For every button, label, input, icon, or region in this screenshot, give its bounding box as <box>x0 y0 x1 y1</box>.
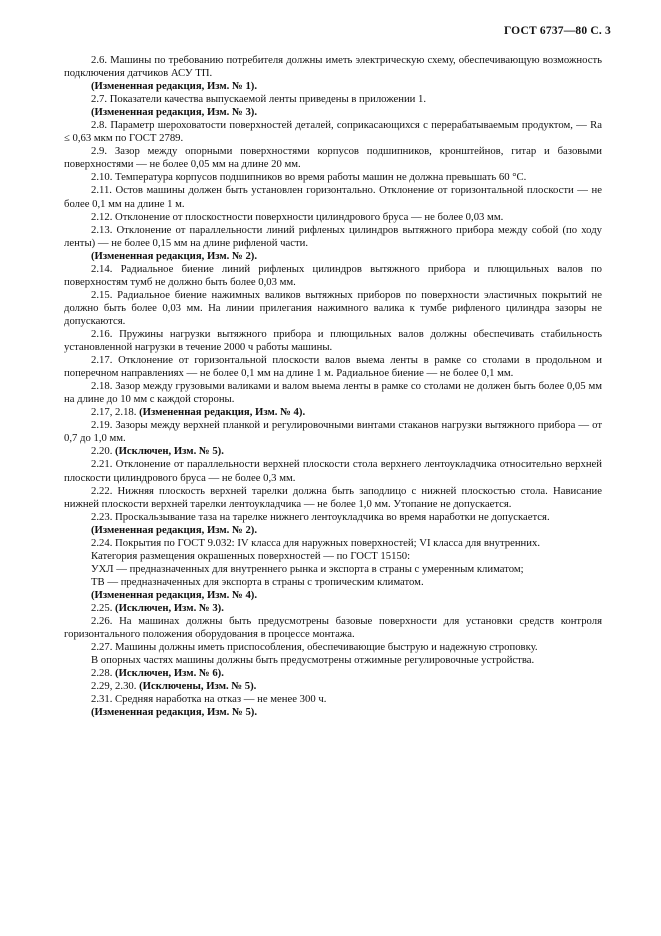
clause-number: 2.27. <box>91 641 113 654</box>
paragraph <box>64 54 602 80</box>
clause-text: Средняя наработка на отказ — не менее 300 ч. <box>115 693 327 706</box>
clause-text: Зазор между опорными поверхностями корпусов подшипников, кронштейнов, гитар и базовыми поверхностями — не более 0,05 мм на длине 20 мм. <box>64 145 603 171</box>
paragraph <box>64 458 602 484</box>
clause-text: На машинах должны быть предусмотрены базовые поверхности для установки средств контроля горизонтального положения оборудования в процессе монтажа. <box>64 615 603 641</box>
amendment-note: (Измененная редакция, Изм. № 3). <box>91 106 258 119</box>
clause-number: 2.17. <box>91 354 113 367</box>
paragraph <box>64 224 602 250</box>
paragraph <box>64 706 602 719</box>
clause-number: 2.14. <box>91 262 113 275</box>
paragraph <box>64 680 602 693</box>
clause-text: Отклонение от горизонтальной плоскости валов выема ленты в рамке со столами в продольном и поперечном направлениях — не более 0,1 мм на длине 1 м. Радиальное биение — не более 0,1 мм. <box>64 354 603 380</box>
paragraph <box>64 406 602 419</box>
clause-number: 2.12. <box>91 210 113 223</box>
paragraph <box>64 250 602 263</box>
clause-number: 2.21. <box>91 458 113 471</box>
clause-number: 2.24. <box>91 536 113 549</box>
clause-text: Нижняя плоскость верхней тарелки должна быть заподлицо с нижней плоскостью стола. Нависание нижней плоскости верхней тарелки лентоукладчика — не более 1,0 мм. Утопание не допускается. <box>64 484 603 510</box>
paragraph <box>64 602 602 615</box>
clause-text: Категория размещения окрашенных поверхностей — по ГОСТ 15150: <box>91 549 411 562</box>
clause-text: Показатели качества выпускаемой ленты приведены в приложении 1. <box>109 93 427 106</box>
clause-text: Отклонение от параллельности линий рифленых цилиндров вытяжного прибора между собой (по ходу ленты) — не более 0,15 мм на длине рифленой части. <box>64 223 602 249</box>
clause-text: Машины по требованию потребителя должны иметь электрическую схему, обеспечивающую возможность подключения датчиков АСУ ТП. <box>64 54 603 80</box>
clause-text: Остов машины должен быть установлен горизонтально. Отклонение от горизонтальной плоскости — не более 0,1 мм на длине 1 м. <box>64 184 602 210</box>
clause-number: 2.11. <box>91 184 112 197</box>
amendment-note: (Исключен, Изм. № 5). <box>115 445 224 458</box>
paragraph <box>64 211 602 224</box>
clause-number: 2.28. <box>91 667 113 680</box>
clause-text: Покрытия по ГОСТ 9.032: IV класса для наружных поверхностей; VI класса для внутренних. <box>115 536 541 549</box>
paragraph <box>64 537 602 550</box>
amendment-note: (Измененная редакция, Изм. № 1). <box>91 80 258 93</box>
clause-number: 2.8. <box>91 119 108 132</box>
paragraph <box>64 263 602 289</box>
paragraph <box>64 615 602 641</box>
clause-number: 2.23. <box>91 510 113 523</box>
clause-text: Отклонение от плоскостности поверхности цилиндрового бруса — не более 0,03 мм. <box>115 210 504 223</box>
paragraph <box>64 93 602 106</box>
amendment-note: (Измененная редакция, Изм. № 4). <box>91 588 258 601</box>
page-header: ГОСТ 6737—80 С. 3 <box>503 25 611 37</box>
clause-number: 2.15. <box>91 288 113 301</box>
paragraph <box>64 184 602 210</box>
paragraph <box>64 667 602 680</box>
clause-number: 2.22. <box>91 484 113 497</box>
amendment-note: (Измененная редакция, Изм. № 2). <box>91 523 258 536</box>
clause-number: 2.17, 2.18. <box>91 406 137 419</box>
clause-text: Параметр шероховатости поверхностей деталей, соприкасающихся с перерабатываемым продуктом, — Ra ≤ 0,63 мкм по ГОСТ 2789. <box>64 119 603 145</box>
clause-text: Радиальное биение нажимных валиков вытяжных приборов по поверхности эластичных покрытий не должно быть более 0,03 мм. На линии прилегания нажимного валика к тумбе рифленого цилиндра зазоры не допускаются. <box>64 288 603 327</box>
clause-text: В опорных частях машины должны быть предусмотрены отжимные регулировочные устройства. <box>91 654 535 667</box>
clause-text: ТВ — предназначенных для экспорта в страны с тропическим климатом. <box>91 575 424 588</box>
paragraph <box>64 563 602 576</box>
clause-number: 2.6. <box>91 54 108 66</box>
clause-number: 2.16. <box>91 327 113 340</box>
paragraph <box>64 485 602 511</box>
amendment-note: (Измененная редакция, Изм. № 2). <box>91 249 258 262</box>
document-body <box>64 54 602 719</box>
amendment-note: (Исключены, Изм. № 5). <box>139 680 257 693</box>
paragraph <box>64 289 602 328</box>
clause-text: УХЛ — предназначенных для внутреннего рынка и экспорта в страны с умеренным климатом; <box>91 562 524 575</box>
clause-number: 2.18. <box>91 380 113 393</box>
clause-text: Радиальное биение линий рифленых цилиндров вытяжного прибора и плющильных валов по поверхностям тумб не должно быть более 0,03 мм. <box>64 262 603 288</box>
clause-number: 2.7. <box>91 93 108 106</box>
clause-number: 2.29, 2.30. <box>91 680 137 693</box>
paragraph <box>64 641 602 654</box>
clause-text: Пружины нагрузки вытяжного прибора и плющильных валов должны обеспечивать стабильность установленной нагрузки в течение 2000 ч работы машины. <box>64 327 603 354</box>
clause-number: 2.10. <box>91 171 113 184</box>
clause-text: Машины должны иметь приспособления, обеспечивающие быструю и надежную строповку. <box>115 641 538 654</box>
amendment-note: (Исключен, Изм. № 3). <box>115 601 224 614</box>
clause-number: 2.20. <box>91 445 113 458</box>
clause-text: Зазоры между верхней планкой и регулировочными винтами стаканов нагрузки вытяжного прибора — от 0,7 до 1,0 мм. <box>64 419 602 445</box>
clause-number: 2.19. <box>91 419 113 432</box>
clause-number: 2.13. <box>91 223 113 236</box>
paragraph <box>64 380 602 406</box>
paragraph <box>64 419 602 445</box>
paragraph <box>64 511 602 524</box>
clause-number: 2.25. <box>91 601 113 614</box>
clause-text: Зазор между грузовыми валиками и валом выема ленты в рамке со столами не должен быть более 0,05 мм на длине до 10 мм с каждой стороны. <box>64 380 603 406</box>
clause-number: 2.31. <box>91 693 113 706</box>
paragraph <box>64 693 602 706</box>
paragraph <box>64 145 602 171</box>
paragraph <box>64 550 602 563</box>
paragraph <box>64 445 602 458</box>
amendment-note: (Измененная редакция, Изм. № 5). <box>91 706 258 719</box>
paragraph <box>64 106 602 119</box>
paragraph <box>64 589 602 602</box>
clause-text: Отклонение от параллельности верхней плоскости стола верхнего лентоукладчика относительно верхней плоскости цилиндрового бруса — не более 0,3 мм. <box>64 458 603 484</box>
amendment-note: (Исключен, Изм. № 6). <box>115 667 224 680</box>
paragraph <box>64 171 602 184</box>
paragraph <box>64 119 602 145</box>
paragraph <box>64 524 602 537</box>
clause-number: 2.9. <box>91 145 108 158</box>
paragraph <box>64 80 602 93</box>
paragraph <box>64 328 602 354</box>
clause-text: Проскальзывание таза на тарелке нижнего лентоукладчика во время наработки не допускается. <box>115 510 550 523</box>
clause-text: Температура корпусов подшипников во время работы машин не должна превышать 60 °С. <box>115 171 527 184</box>
clause-number: 2.26. <box>91 615 113 628</box>
paragraph <box>64 354 602 380</box>
paragraph <box>64 576 602 589</box>
paragraph <box>64 654 602 667</box>
amendment-note: (Измененная редакция, Изм. № 4). <box>139 406 306 419</box>
